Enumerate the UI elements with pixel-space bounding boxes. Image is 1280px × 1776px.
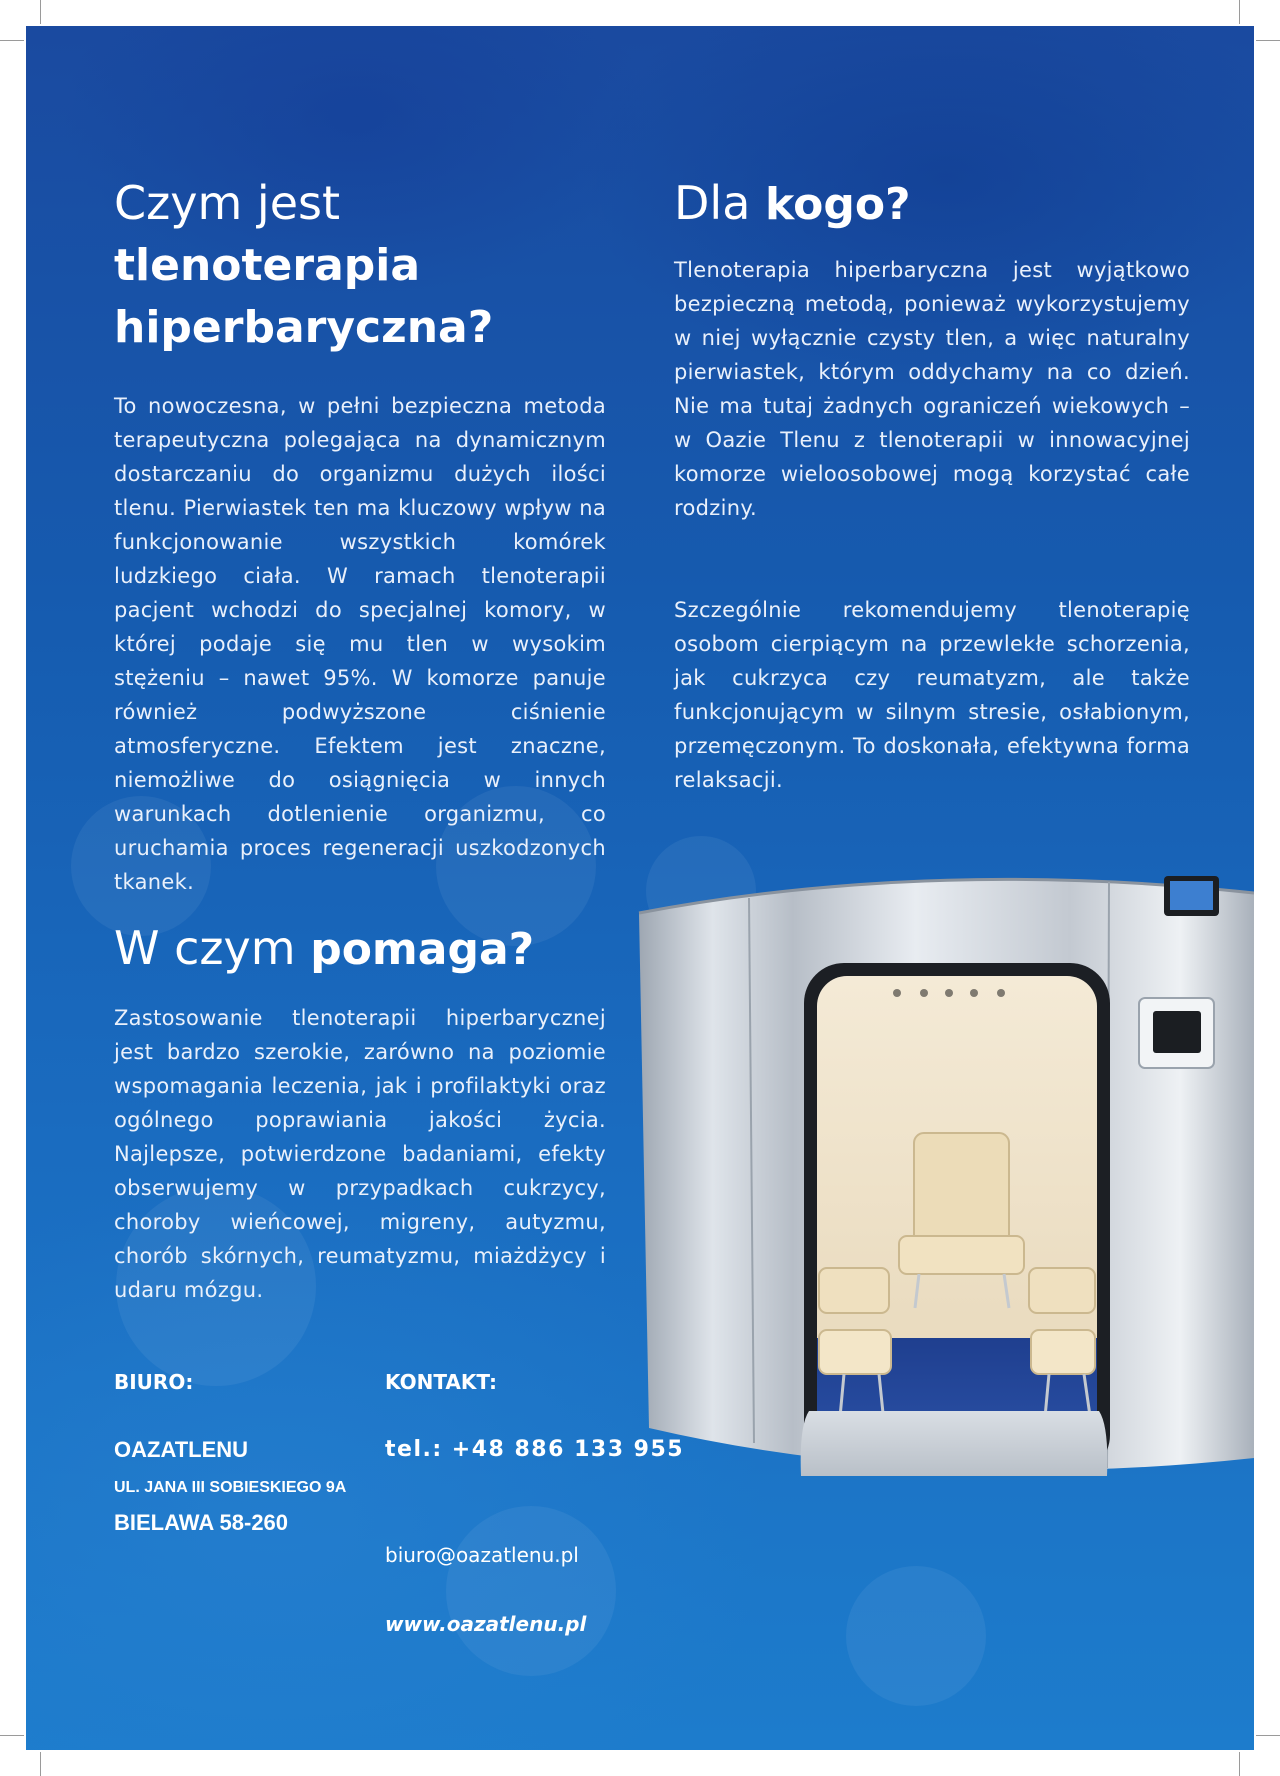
office-street: UL. JANA III SOBIESKIEGO 9A <box>114 1479 347 1496</box>
section2-title-light: Dla <box>674 176 751 230</box>
section1-body: To nowoczesna, w pełni bezpieczna metoda terapeutyczna polegająca na dynamicznym dostarczaniu do organizmu dużych ilości tlenu. Pierwiastek ten ma kluczowy wpływ na funkcjonowanie wszystkich komórek ludzkiego ciała. W ramach tlenoterapii pacjent wchodzi do specjalnej komory, w której podaje się mu tlen w wysokim stężeniu – nawet 95%. W komorze panuje również podwyższone ciśnienie atmosferyczne. Efektem jest znaczne, niemożliwe do osiągnięcia w innych warunkach dotlenienie organizmu, co uruchamia proces regeneracji uszkodzonych tkanek. <box>114 394 606 894</box>
decorative-bubble <box>446 1506 616 1676</box>
crop-mark <box>1256 1735 1280 1736</box>
section3-title <box>114 916 634 982</box>
section1-title <box>114 171 634 359</box>
crop-mark <box>0 1735 24 1736</box>
office-label: BIURO: <box>114 1370 194 1394</box>
section3-title-bold: pomaga? <box>310 924 535 975</box>
office-city: BIELAWA 58-260 <box>114 1510 289 1535</box>
section2-body-1: Tlenoterapia hiperbaryczna jest wyjątkowo bezpieczną metodą, ponieważ wykorzystujemy w niej wyłącznie czysty tlen, a więc naturalny pierwiastek, którym oddychamy na co dzień. Nie ma tutaj żadnych ograniczeń wiekowych – w Oazie Tlenu z tlenoterapii w innowacyjnej komorze wieloosobowej mogą korzystać całe rodziny. <box>674 258 1190 520</box>
decorative-bubble <box>846 1566 986 1706</box>
chamber-photo <box>629 868 1254 1478</box>
section2-title <box>674 171 1194 237</box>
contact-label: KONTAKT: <box>385 1370 497 1394</box>
crop-mark <box>40 0 41 24</box>
office-name: OAZATLENU <box>114 1437 249 1462</box>
section1-title-bold-1: tlenoterapia <box>114 240 421 291</box>
contact-email[interactable]: biuro@oazatlenu.pl <box>385 1543 579 1567</box>
section1-title-light: Czym jest <box>114 176 341 230</box>
crop-mark <box>0 40 24 41</box>
section2-body-2: Szczególnie rekomendujemy tlenoterapię osobom cierpiącym na przewlekłe schorzenia, jak cukrzyca czy reumatyzm, ale także funkcjonującym w silnym stresie, osłabionym, przemęczonym. To doskonała, efektywna forma relaksacji. <box>674 598 1190 792</box>
section2-title-bold: kogo? <box>765 179 911 230</box>
contact-phone[interactable]: tel.: +48 886 133 955 <box>385 1437 685 1462</box>
crop-mark <box>1256 40 1280 41</box>
section3-body: Zastosowanie tlenoterapii hiperbarycznej jest bardzo szerokie, zarówno na poziomie wspomagania leczenia, jak i profilaktyki oraz ogólnego poprawiania jakości życia. Najlepsze, potwierdzone badaniami, efekty obserwujemy w przypadkach cukrzycy, choroby wieńcowej, migreny, autyzmu, chorób skórnych, reumatyzmu, miażdżycy i udaru mózgu. <box>114 1006 606 1302</box>
brochure-page <box>26 26 1254 1750</box>
section3-title-light: W czym <box>114 921 296 975</box>
section1-title-bold-2: hiperbaryczna? <box>114 302 494 353</box>
contact-website[interactable]: www.oazatlenu.pl <box>385 1612 587 1636</box>
crop-mark <box>40 1752 41 1776</box>
crop-mark <box>1239 0 1240 24</box>
crop-mark <box>1239 1752 1240 1776</box>
